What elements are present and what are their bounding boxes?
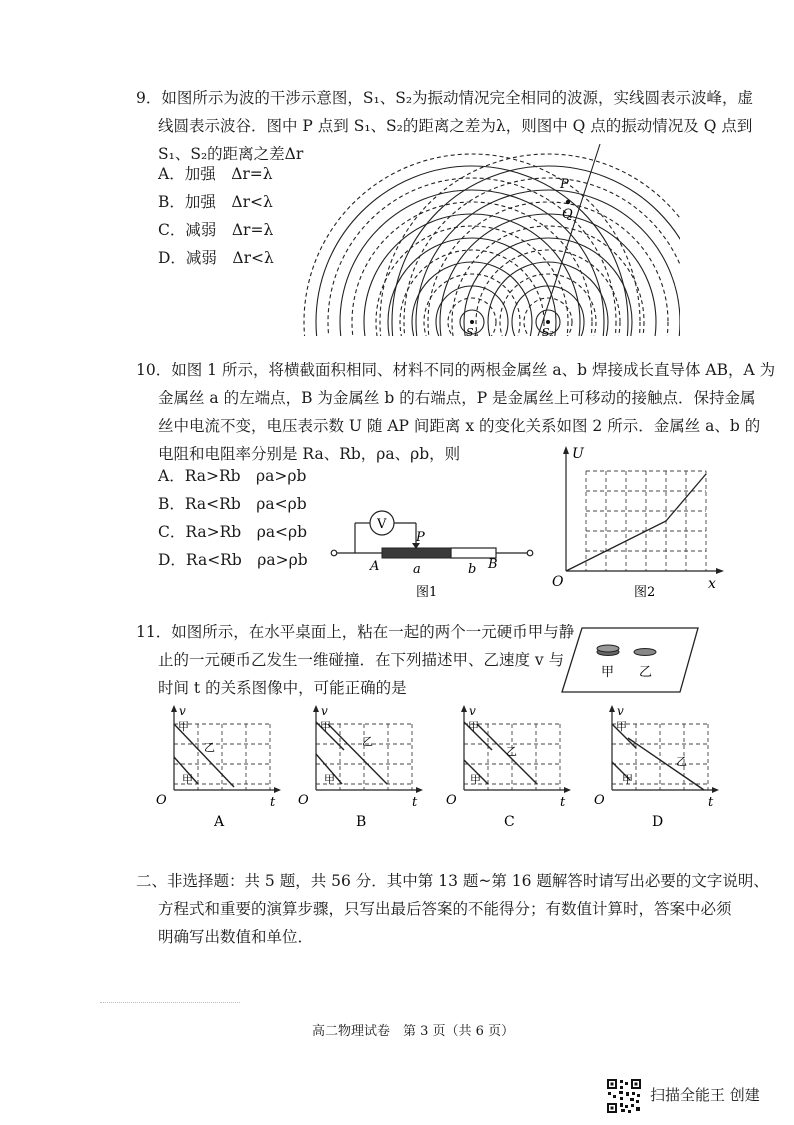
q9-s1-dot [470, 320, 474, 324]
q11-t-arrow-d [712, 787, 719, 793]
q10-figure-1-caption: 图1 [416, 585, 438, 600]
q11-t-label-c: t [560, 795, 566, 810]
q11-line-1: 11．如图所示，在水平桌面上，粘在一起的两个一元硬币甲与静 [136, 623, 575, 641]
q10-u-x-line [566, 474, 706, 571]
q9-interference-figure [300, 140, 680, 340]
q11-graph-label-d: D [652, 814, 664, 830]
q9-label-q: Q [562, 207, 573, 222]
q10-option-b: B．Ra<Rb ρa<ρb [158, 495, 307, 513]
q11-graph-label-c: C [504, 814, 515, 830]
q9-line-1: 9．如图所示为波的干涉示意图，S₁、S₂为振动情况完全相同的波源，实线圆表示波峰，虚 [136, 89, 754, 107]
q9-point-q-dot [566, 200, 570, 204]
q11-v-arrow-a [171, 705, 177, 712]
q11-label-yi-c: 乙 [506, 745, 517, 758]
q11-label-jia-bottom-a: 甲 [182, 773, 193, 786]
q11-coin-label-jia: 甲 [601, 665, 615, 680]
q11-line-3: 时间 t 的关系图像中，可能正确的是 [158, 679, 407, 697]
q10-line-1: 10．如图 1 所示，将横截面积相同、材料不同的两根金属丝 a、b 焊接成长直导体 AB，A 为 [136, 361, 776, 379]
q10-axis-u: U [572, 446, 584, 462]
q11-t-label-d: t [708, 795, 714, 810]
q10-line-4: 电阻和电阻率分别是 Ra、Rb，ρa、ρb，则 [158, 445, 461, 463]
q10-option-d: D．Ra<Rb ρa>ρb [158, 551, 308, 569]
crest-circle-s1 [388, 238, 556, 340]
q11-v-arrow-c [461, 705, 467, 712]
q11-origin-c: O [446, 793, 457, 808]
q10-origin: O [552, 574, 564, 590]
q11-origin-b: O [298, 793, 309, 808]
q11-graph-label-b: B [356, 814, 367, 830]
q10-figure-2-graph [548, 440, 728, 604]
q11-label-jia-top-b: 甲 [320, 720, 331, 733]
q10-voltmeter-label: V [377, 517, 387, 532]
q9-line-3: S₁、S₂的距离之差Δr [158, 145, 304, 163]
q11-origin-a: O [156, 793, 167, 808]
trough-circle-s2 [380, 154, 680, 340]
q9-option-a: A．加强 Δr=λ [158, 165, 273, 183]
q11-origin-d: O [594, 793, 605, 808]
crest-circle-s1 [316, 166, 628, 340]
q11-v-arrow-b [313, 705, 319, 712]
q9-option-c: C．减弱 Δr=λ [158, 221, 274, 239]
q9-label-s1: S₁ [466, 326, 478, 339]
q11-graph-d [592, 700, 722, 830]
q9-s2-dot [546, 320, 550, 324]
trough-circle-s1 [304, 154, 640, 340]
q11-graph-a [154, 700, 284, 830]
crest-circle-s2 [464, 238, 632, 340]
q11-v-label-c: v [469, 704, 476, 718]
watermark-text: 扫描全能王 创建 [650, 1086, 760, 1104]
q11-t-arrow-c [564, 787, 571, 793]
q10-line-3: 丝中电流不变，电压表示数 U 随 AP 间距离 x 的变化关系如图 2 所示．金属丝 a、b 的 [158, 417, 761, 435]
q11-t-label-a: t [270, 795, 276, 810]
q10-option-c: C．Ra>Rb ρa<ρb [158, 523, 308, 541]
q11-velocity-line-b-2 [328, 724, 387, 784]
q9-line-2: 线圆表示波谷．图中 P 点到 S₁、S₂的距离之差为λ，则图中 Q 点的振动情况及 Q 点到 [158, 117, 753, 135]
q10-line-2: 金属丝 a 的左端点，B 为金属丝 b 的右端点，P 是金属丝上可移动的接触点．保持金属 [158, 389, 756, 407]
q11-label-jia-bottom-d: 甲 [622, 773, 633, 786]
q11-t-label-b: t [412, 795, 418, 810]
q10-label-p: P [416, 530, 425, 545]
section2-line-2: 方程式和重要的演算步骤，只写出最后答案的不能得分；有数值计算时，答案中必须 [158, 900, 732, 918]
section2-line-3: 明确写出数值和单位． [158, 928, 314, 946]
q10-figure-2-caption: 图2 [634, 585, 656, 600]
q11-label-yi-d: 乙 [676, 755, 687, 768]
scan-smudge [100, 1002, 240, 1003]
q10-figure-1-circuit [320, 498, 540, 608]
q10-label-b-point: B [488, 557, 498, 572]
q10-label-a-point: A [370, 559, 380, 574]
q11-t-arrow-b [416, 787, 423, 793]
q11-table-figure [560, 622, 700, 698]
q11-graph-b [296, 700, 426, 830]
q9-option-b: B．加强 Δr<λ [158, 193, 273, 211]
q11-graph-label-a: A [214, 814, 225, 830]
q11-label-yi-b: 乙 [362, 735, 373, 748]
q11-graph-c [444, 700, 574, 830]
q11-v-label-b: v [321, 704, 328, 718]
q11-v-arrow-d [609, 705, 615, 712]
q10-label-wire-b: b [468, 562, 477, 577]
q9-label-s2: S₂ [542, 326, 554, 339]
q11-label-jia-top-d: 甲 [616, 720, 627, 733]
q11-label-jia-bottom-c: 甲 [470, 773, 481, 786]
q10-label-wire-a: a [413, 562, 421, 577]
q11-label-jia-bottom-b: 甲 [324, 773, 335, 786]
q11-line-2: 止的一元硬币乙发生一维碰撞．在下列描述甲、乙速度 v 与 [158, 651, 565, 669]
q11-v-label-a: v [179, 704, 186, 718]
q11-t-arrow-a [274, 787, 281, 793]
qr-code-icon [606, 1078, 642, 1114]
q9-option-d: D．减弱 Δr<λ [158, 249, 274, 267]
q10-axis-x: x [708, 576, 716, 592]
q11-label-yi-a: 乙 [204, 741, 215, 754]
q11-coin-label-yi: 乙 [639, 665, 653, 680]
q11-v-label-d: v [617, 704, 624, 718]
page-footer: 高二物理试卷 第 3 页（共 6 页） [312, 1024, 515, 1039]
q11-coin-yi-icon [634, 649, 656, 656]
q11-label-jia-top-c: 甲 [468, 720, 479, 733]
q11-label-jia-top-a: 甲 [178, 720, 189, 733]
q9-label-p: P [560, 177, 569, 192]
q10-option-a: A．Ra>Rb ρa>ρb [158, 467, 307, 485]
section2-line-1: 二、非选择题：共 5 题，共 56 分．其中第 13 题~第 16 题解答时请写出必要的文字说明、 [136, 872, 769, 890]
